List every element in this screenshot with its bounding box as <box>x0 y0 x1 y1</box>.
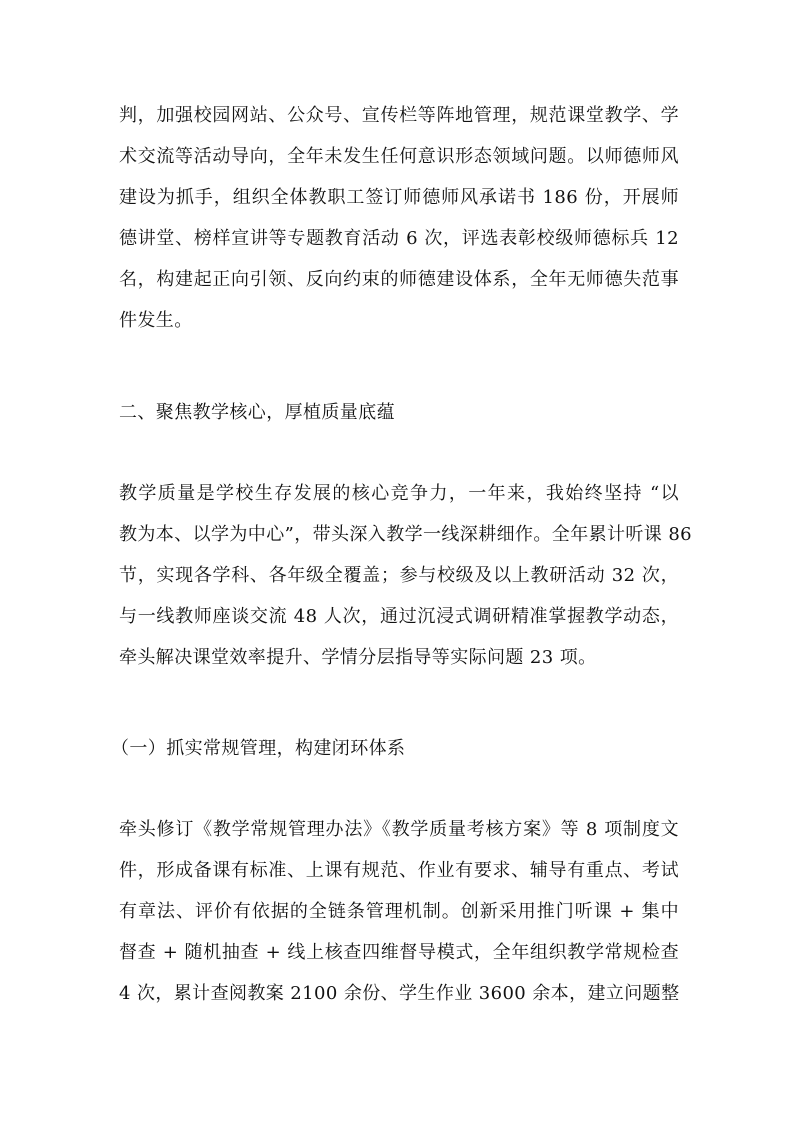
paragraph-line: 有章法、评价有依据的全链条管理机制。创新采用推门听课 + 集中 <box>119 901 679 922</box>
paragraph-line: 牵头修订《教学常规管理办法》《教学质量考核方案》等 8 项制度文 <box>119 819 679 840</box>
paragraph-line: 件发生。 <box>119 310 193 331</box>
paragraph-line: 与一线教师座谈交流 48 人次，通过沉浸式调研精准掌握教学动态， <box>119 606 679 627</box>
paragraph-line: 术交流等活动导向，全年未发生任何意识形态领域问题。以师德师风 <box>119 146 679 167</box>
paragraph-line: 督查 + 随机抽查 + 线上核查四维督导模式，全年组织教学常规检查 <box>119 942 679 963</box>
paragraph-line: 德讲堂、榜样宣讲等专题教育活动 6 次，评选表彰校级师德标兵 12 <box>119 228 679 249</box>
subsection-heading: （一）抓实常规管理，构建闭环体系 <box>111 738 406 759</box>
paragraph-line: 4 次，累计查阅教案 2100 余份、学生作业 3600 余本，建立问题整 <box>119 983 680 1004</box>
paragraph-line: 牵头解决课堂效率提升、学情分层指导等实际问题 23 项。 <box>119 647 597 668</box>
paragraph-line: 名，构建起正向引领、反向约束的师德建设体系，全年无师德失范事 <box>119 269 679 290</box>
paragraph-line: 教学质量是学校生存发展的核心竞争力，一年来，我始终坚持 “以 <box>119 483 679 504</box>
paragraph-line: 件，形成备课有标准、上课有规范、作业有要求、辅导有重点、考试 <box>119 860 679 881</box>
paragraph-line: 判，加强校园网站、公众号、宣传栏等阵地管理，规范课堂教学、学 <box>119 105 679 126</box>
section-heading: 二、聚焦教学核心，厚植质量底蕴 <box>119 402 395 423</box>
paragraph-line: 教为本、以学为中心”，带头深入教学一线深耕细作。全年累计听课 86 <box>119 524 693 545</box>
paragraph-line: 节，实现各学科、各年级全覆盖；参与校级及以上教研活动 32 次， <box>119 565 679 586</box>
paragraph-line: 建设为抓手，组织全体教职工签订师德师风承诺书 186 份，开展师 <box>119 187 679 208</box>
